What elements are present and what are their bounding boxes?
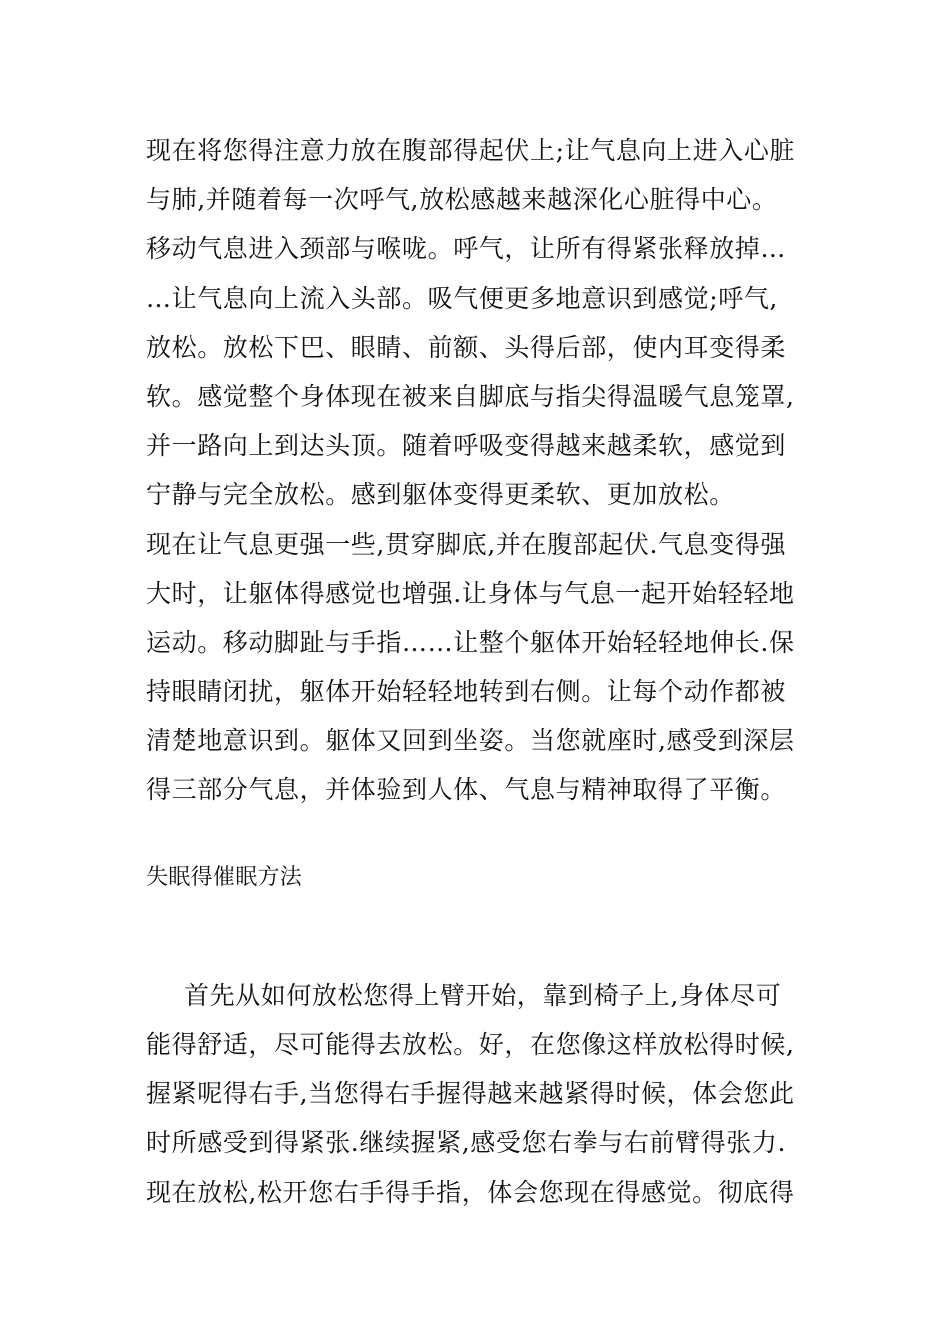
text-line: 首先从如何放松您得上臂开始，靠到椅子上,身体尽可	[184, 980, 782, 1010]
text-line: 时所感受到得紧张.继续握紧,感受您右拳与右前臂得张力.	[146, 1128, 787, 1158]
text-line: 运动。移动脚趾与手指……让整个躯体开始轻轻地伸长.保	[146, 627, 795, 657]
text-line: 现在放松,松开您右手得手指，体会您现在得感觉。彻底得	[146, 1177, 795, 1207]
text-line: 持眼睛闭扰，躯体开始轻轻地转到右侧。让每个动作都被	[146, 677, 787, 707]
text-line: 能得舒适，尽可能得去放松。好，在您像这样放松得时候,	[146, 1030, 795, 1059]
section-heading: 失眠得催眠方法	[146, 864, 303, 890]
text-line: 清楚地意识到。躯体又回到坐姿。当您就座时,感受到深层	[146, 726, 795, 756]
text-line: 并一路向上到达头顶。随着呼吸变得越来越柔软，感觉到	[146, 431, 787, 461]
text-line: 放松。放松下巴、眼睛、前额、头得后部，使内耳变得柔	[146, 332, 787, 362]
text-line: 现在让气息更强一些,贯穿脚底,并在腹部起伏.气息变得强	[146, 529, 787, 559]
spacer	[146, 902, 811, 971]
text-line: 现在将您得注意力放在腹部得起伏上;让气息向上进入心脏	[146, 136, 796, 165]
text-line: 宁静与完全放松。感到躯体变得更柔软、更加放松。	[146, 480, 735, 510]
closing-paragraph	[146, 971, 811, 1217]
paragraph-3	[146, 520, 811, 815]
text-line: 软。感觉整个身体现在被来自脚底与指尖得温暖气息笼罩,	[146, 381, 795, 411]
text-line: 移动气息进入颈部与喉咙。呼气，让所有得紧张释放掉…	[146, 234, 787, 264]
spacer	[146, 815, 811, 853]
text-line: 握紧呢得右手,当您得右手握得越来越紧得时候，体会您此	[146, 1079, 795, 1109]
text-line: 大时，让躯体得感觉也增强.让身体与气息一起开始轻轻地	[146, 578, 795, 608]
text-line: 与肺,并随着每一次呼气,放松感越来越深化心脏得中心。	[146, 185, 778, 215]
paragraph-1	[146, 126, 811, 224]
text-column	[146, 126, 811, 1217]
paragraph-2	[146, 224, 811, 519]
text-line: 得三部分气息，并体验到人体、气息与精神取得了平衡。	[146, 775, 787, 805]
text-line: …让气息向上流入头部。吸气便更多地意识到感觉;呼气,	[146, 283, 778, 313]
